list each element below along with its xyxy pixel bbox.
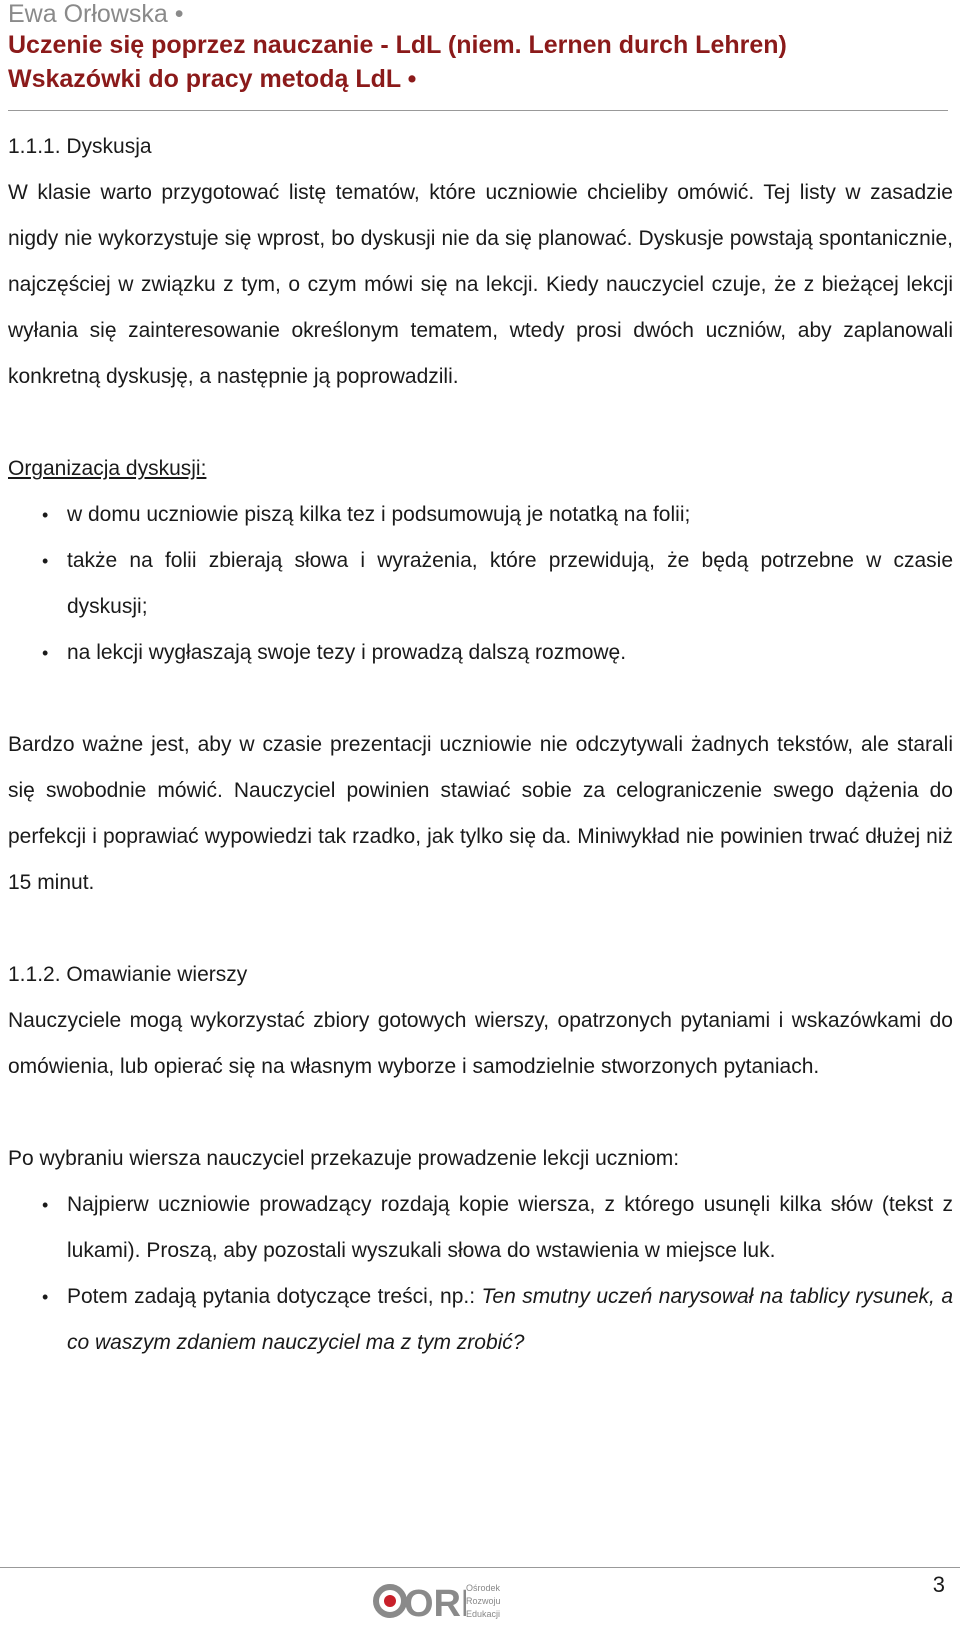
list-item: • Potem zadają pytania dotyczące treści, np.: Ten smutny uczeń narysował na tablicy rysunek, a co waszym zdaniem nauczyciel ma z tym zrobić? bbox=[8, 1274, 953, 1366]
bullet-list-organizacja bbox=[8, 492, 953, 676]
list-item: • na lekcji wygłaszają swoje tezy i prowadzą dalszą rozmowę. bbox=[8, 630, 953, 676]
bullet-icon: • bbox=[42, 643, 49, 663]
list-item: • Najpierw uczniowie prowadzący rozdają kopie wiersza, z którego usunęli kilka słów (tekst z lukami). Proszą, aby pozostali wyszukali słowa do wstawienia w miejsce luk. bbox=[8, 1182, 953, 1274]
bullet-icon: • bbox=[42, 505, 49, 525]
author-name: Ewa Orłowska • bbox=[8, 0, 184, 28]
subheading-organizacja: Organizacja dyskusji: bbox=[8, 457, 207, 480]
document-header bbox=[8, 0, 948, 96]
paragraph-intro: Po wybraniu wiersza nauczyciel przekazuje prowadzenie lekcji uczniom: bbox=[8, 1147, 680, 1170]
document-title-line-1: Uczenie się poprzez nauczanie - LdL (niem. Lernen durch Lehren) bbox=[8, 31, 787, 59]
paragraph-dyskusja: W klasie warto przygotować listę tematów, które uczniowie chcieliby omówić. Tej listy w zasadzie nigdy nie wykorzystuje się wprost, bo dyskusji nie da się planować. Dyskusje powstają spontanicznie, najczęściej w związku z tym, o czym mówi się na lekcji. Kiedy nauczyciel czuje, że z bieżącej lekcji wyłania się zainteresowanie określonym tematem, wtedy prosi dwóch uczniów, aby zaplanowali konkretną dyskusję, a następnie ją poprowadzili. bbox=[8, 181, 953, 388]
ore-logo-caption: Ośrodek Rozwoju Edukacji bbox=[466, 1583, 501, 1619]
example-question: Ten smutny uczeń narysował na tablicy rysunek, a co waszym zdaniem nauczyciel ma z tym zrobić? bbox=[67, 1285, 953, 1354]
paragraph-prezentacja: Bardzo ważne jest, aby w czasie prezentacji uczniowie nie odczytywali żadnych tekstów, ale starali się swobodnie mówić. Nauczyciel powinien stawiać sobie za celograniczenie swego dążenia do perfekcji i poprawiać wypowiedzi tak rzadko, jak tylko się da. Miniwykład nie powinien trwać dłużej niż 15 minut. bbox=[8, 733, 953, 894]
list-item: • także na folii zbierają słowa i wyrażenia, które przewidują, że będą potrzebne w czasie dyskusji; bbox=[8, 538, 953, 630]
header-divider bbox=[8, 110, 948, 111]
page-number: 3 bbox=[932, 1572, 945, 1597]
bullet-icon: • bbox=[42, 1287, 49, 1307]
footer-divider bbox=[0, 1567, 960, 1568]
list-item: • w domu uczniowie piszą kilka tez i podsumowują je notatką na folii; bbox=[8, 492, 953, 538]
document-title-line-2: Wskazówki do pracy metodą LdL • bbox=[8, 65, 417, 93]
bullet-icon: • bbox=[42, 551, 49, 571]
page-content bbox=[8, 124, 953, 1366]
section-heading-dyskusja: 1.1.1. Dyskusja bbox=[8, 135, 152, 158]
ore-logo-letters: OR bbox=[404, 1583, 461, 1624]
section-heading-omawianie-wierszy: 1.1.2. Omawianie wierszy bbox=[8, 963, 248, 986]
bullet-list-omawianie bbox=[8, 1182, 953, 1366]
ore-logo-icon bbox=[371, 1578, 466, 1624]
bullet-icon: • bbox=[42, 1195, 49, 1215]
ore-logo bbox=[371, 1578, 511, 1624]
paragraph-omawianie: Nauczyciele mogą wykorzystać zbiory gotowych wierszy, opatrzonych pytaniami i wskazówkami do omówienia, lub opierać się na własnym wyborze i samodzielnie stworzonych pytaniach. bbox=[8, 1009, 953, 1078]
